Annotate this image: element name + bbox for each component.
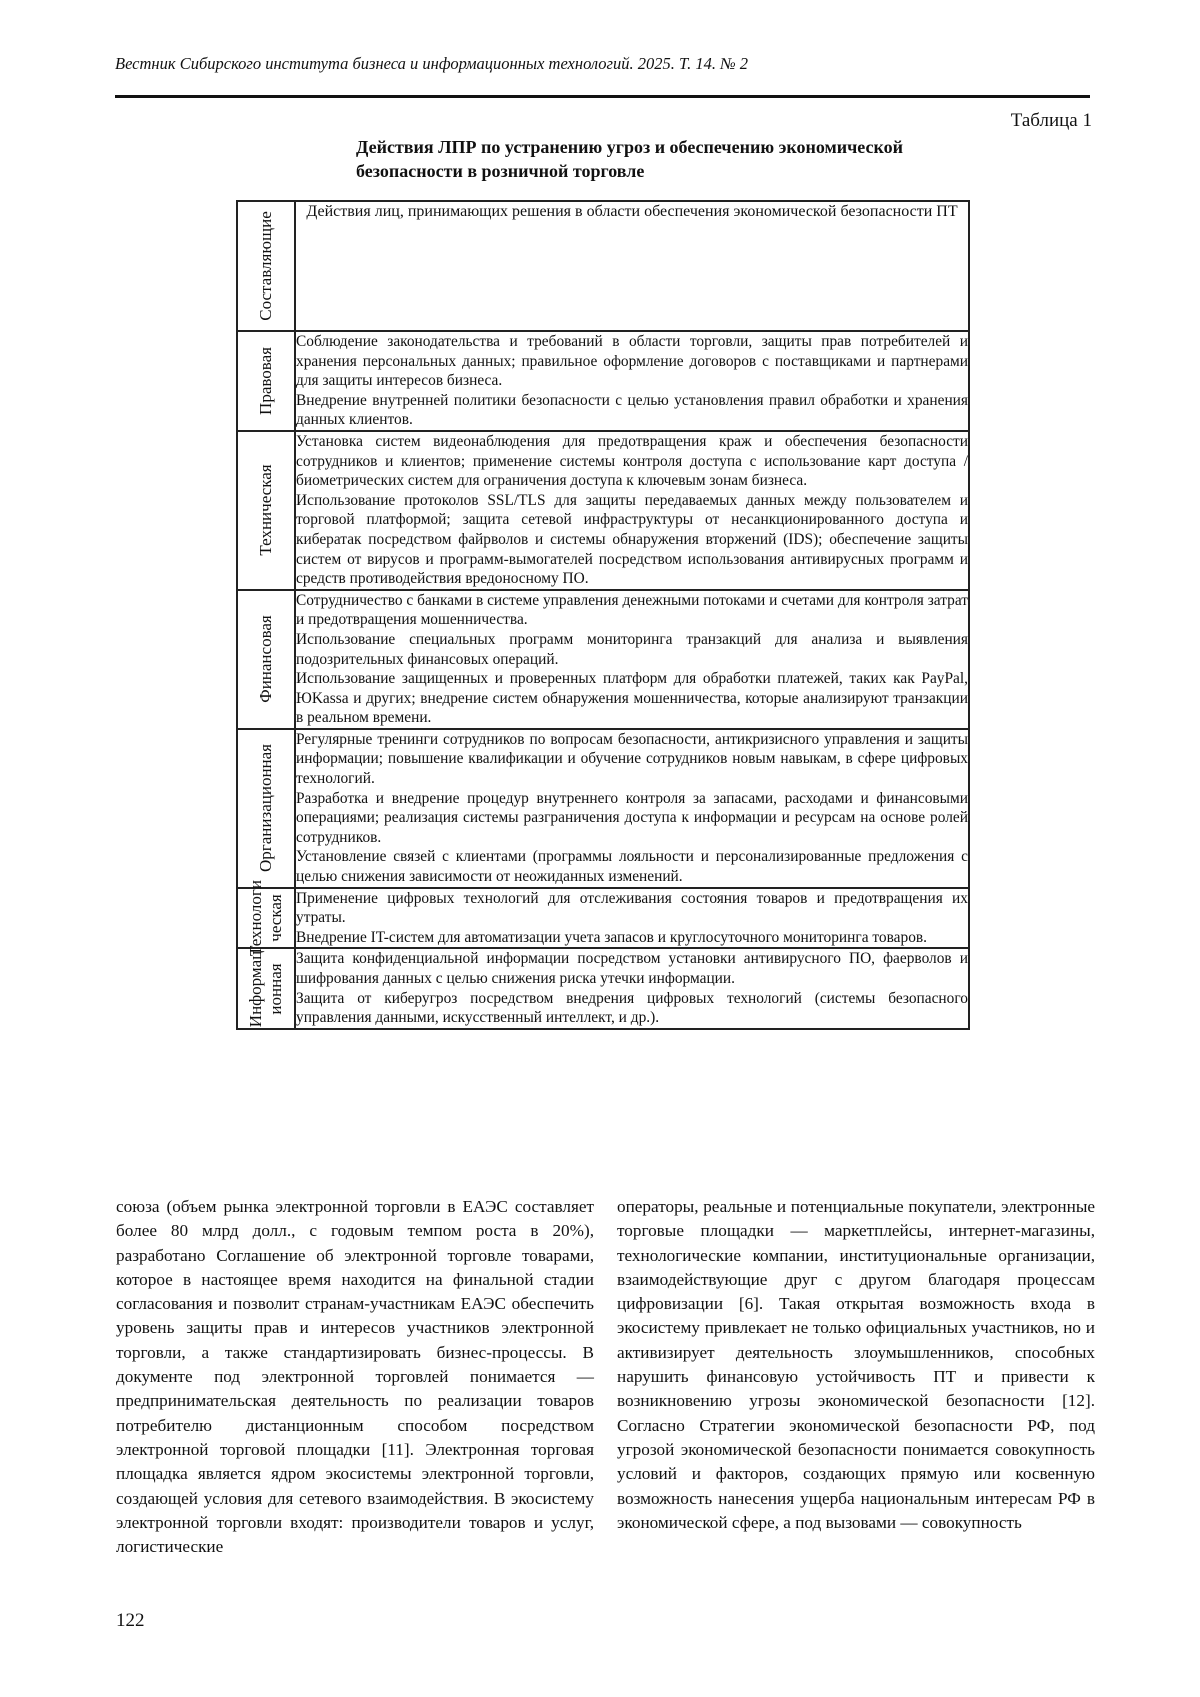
row-category-label-line: ческая: [266, 880, 286, 956]
table-row: [237, 431, 969, 590]
row-category-label: [256, 465, 276, 556]
row-action-paragraph: Регулярные тренинги сотрудников по вопросам безопасности, антикризисного управления и защиты информации; повышение квалификации и обучение сотрудников новым навыкам, в сфере цифровых технологий.: [296, 730, 968, 789]
column-header-actions: Действия лиц, принимающих решения в области обеспечения экономической безопасности ПТ: [295, 201, 969, 331]
table-title-line-2: безопасности в розничной торговле: [356, 159, 996, 183]
row-category: [237, 331, 295, 431]
row-action-paragraph: Соблюдение законодательства и требований в области торговли, защиты прав потребителей и хранения персональных данных; правильное оформление договоров с поставщиками и партнерами для защиты интересов бизнеса.: [296, 332, 968, 391]
row-category: [237, 431, 295, 590]
actions-table-body: [237, 201, 969, 1029]
row-action-paragraph: Использование специальных программ мониторинга транзакций для анализа и выявления подозрительных финансовых операций.: [296, 630, 968, 669]
row-category-label-line: Информац: [246, 950, 266, 1026]
row-category: [237, 590, 295, 729]
row-actions: [295, 331, 969, 431]
row-action-paragraph: Использование защищенных и проверенных платформ для обработки платежей, таких как PayPal, ЮKassa и других; внедрение систем обнаружения мошенничества, которые анализируют транзакции в реальном времени.: [296, 669, 968, 728]
table-title-line-1: Действия ЛПР по устранению угроз и обеспечению экономической: [356, 135, 996, 159]
row-actions: [295, 431, 969, 590]
row-category-label-line: Финансовая: [256, 616, 276, 703]
journal-header: Вестник Сибирского института бизнеса и информационных технологий. 2025. Т. 14. № 2: [115, 54, 748, 74]
row-action-paragraph: Внедрение IT-систем для автоматизации учета запасов и круглосуточного мониторинга товаров.: [296, 928, 968, 948]
row-action-paragraph: Защита конфиденциальной информации посредством установки антивирусного ПО, фаерволов и шифрования данных с целью снижения риска утечки информации.: [296, 949, 968, 988]
row-category: [237, 888, 295, 949]
table-row: [237, 729, 969, 888]
row-category-label: [246, 950, 286, 1026]
row-actions: [295, 888, 969, 949]
table-label: Таблица 1: [1011, 110, 1092, 132]
row-actions: [295, 590, 969, 729]
table-row: [237, 331, 969, 431]
row-action-paragraph: Использование протоколов SSL/TLS для защиты передаваемых данных между пользователем и торговой платформой; защита сетевой инфраструктуры от несанкционированного доступа и кибератак посредством файрволов и системы обнаружения вторжений (IDS); обеспечение защиты систем от вирусов и программ-вымогателей посредством использования антивирусных программ и средств противодействия вредоносному ПО.: [296, 491, 968, 589]
row-action-paragraph: Внедрение внутренней политики безопасности с целью установления правил обработки и хранения данных клиентов.: [296, 391, 968, 430]
table-row: [237, 590, 969, 729]
row-category-label-line: Технологи: [246, 880, 266, 956]
row-action-paragraph: Установление связей с клиентами (программы лояльности и персонализированные предложения с целью снижения зависимости от неожиданных изменений.: [296, 847, 968, 886]
row-category-label-line: Организационная: [256, 744, 276, 872]
row-category-label: [256, 347, 276, 415]
row-category-label-line: ионная: [266, 950, 286, 1026]
page-number: 122: [116, 1610, 145, 1632]
row-action-paragraph: Разработка и внедрение процедур внутреннего контроля за запасами, расходами и финансовыми операциями; реализация системы разграничения доступа к информации и ресурсам на основе ролей сотрудников.: [296, 789, 968, 848]
row-category-label-line: Правовая: [256, 347, 276, 415]
table-header-row: [237, 201, 969, 331]
row-category: [237, 729, 295, 888]
column-header-components-text: Составляющие: [256, 211, 276, 321]
row-actions: [295, 729, 969, 888]
row-action-paragraph: Сотрудничество с банками в системе управления денежными потоками и счетами для контроля затрат и предотвращения мошенничества.: [296, 591, 968, 630]
table-row: [237, 948, 969, 1028]
row-category-label: [256, 616, 276, 703]
table-row: [237, 888, 969, 949]
body-right-column: операторы, реальные и потенциальные покупатели, электронные торговые площадки — маркетплейсы, интернет-магазины, технологические компании, институциональные организации, взаимодействующие друг с другом благодаря процессам цифровизации [6]. Такая открытая возможность входа в экосистему привлекает не только официальных участников, но и активизирует деятельность злоумышленников, способных нарушить финансовую устойчивость ПТ и привести к возникновению угрозы экономической безопасности [12]. Согласно Стратегии экономической безопасности РФ, под угрозой экономической безопасности понимается совокупность условий и факторов, создающих прямую или косвенную возможность нанесения ущерба национальным интересам РФ в экономической сфере, а под вызовами — совокупность: [617, 1195, 1095, 1535]
row-category-label-line: Техническая: [256, 465, 276, 556]
row-actions: [295, 948, 969, 1028]
row-category-label: [246, 880, 286, 956]
row-action-paragraph: Применение цифровых технологий для отслеживания состояния товаров и предотвращения их утраты.: [296, 889, 968, 928]
header-rule: [115, 95, 1090, 98]
column-header-components: [237, 201, 295, 331]
table-title: [356, 135, 996, 183]
row-action-paragraph: Защита от киберугроз посредством внедрения цифровых технологий (системы безопасного управления данными, искусственный интеллект, и др.).: [296, 989, 968, 1028]
actions-table: [236, 200, 970, 1030]
row-action-paragraph: Установка систем видеонаблюдения для предотвращения краж и обеспечения безопасности сотрудников и клиентов; применение системы контроля доступа с использование карт доступа / биометрических систем для ограничения доступа к ключевым зонам бизнеса.: [296, 432, 968, 491]
body-left-column: союза (объем рынка электронной торговли в ЕАЭС составляет более 80 млрд долл., с годовым темпом роста в 20%), разработано Соглашение об электронной торговле товарами, которое в настоящее время находится на финальной стадии согласования и позволит странам-участникам ЕАЭС обеспечить уровень защиты прав и интересов участников электронной торговли, а также стандартизировать бизнес-процессы. В документе под электронной торговлей понимается — предпринимательская деятельность по реализации товаров потребителю дистанционным способом посредством электронной торговой площадки [11]. Электронная торговая площадка является ядром экосистемы электронной торговли, создающей условия для сетевого взаимодействия. В экосистему электронной торговли входят: производители товаров и услуг, логистические: [116, 1195, 594, 1559]
row-category: [237, 948, 295, 1028]
row-category-label: [256, 744, 276, 872]
